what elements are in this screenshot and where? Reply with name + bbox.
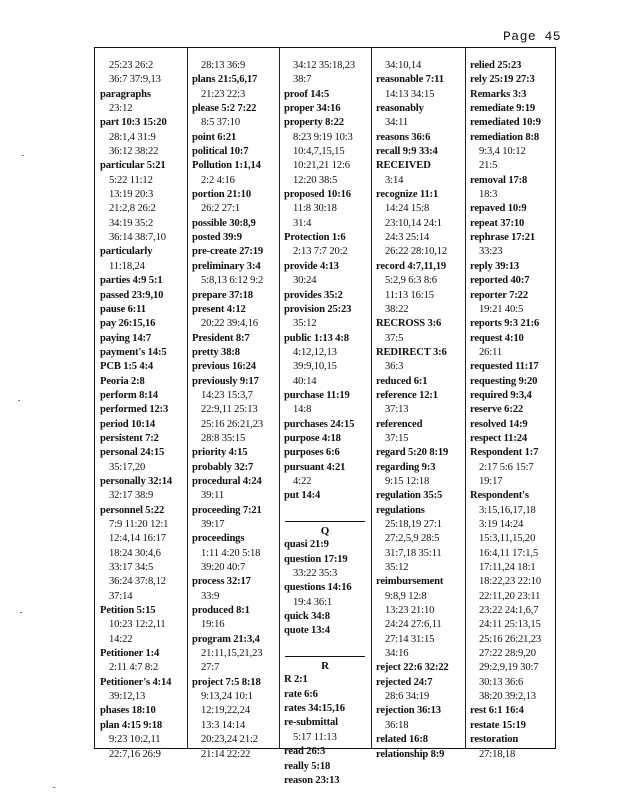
index-headword: previous 16:24 [192, 361, 256, 373]
index-headword: point 6:21 [192, 131, 237, 143]
index-locator-line: 36:14 38:7,10 [109, 232, 166, 244]
index-headword: REDIRECT 3:6 [376, 346, 447, 358]
index-headword: referenced [376, 418, 423, 430]
index-headword: personally 32:14 [100, 475, 173, 487]
index-locator-line: 8:5 37:10 [201, 117, 240, 129]
index-headword: passed 23:9,10 [100, 289, 164, 301]
index-headword: recall 9:9 33:4 [376, 146, 438, 158]
index-locator-line: 37:14 [109, 590, 133, 602]
index-locator-line: 5:17 11:13 [293, 731, 337, 743]
index-headword: Remarks 3:3 [470, 88, 527, 100]
index-headword: personnel 5:22 [100, 504, 165, 516]
index-headword: put 14:4 [284, 490, 321, 502]
index-headword: PCB 1:5 4:4 [100, 361, 154, 373]
index-headword: project 7:5 8:18 [192, 676, 261, 688]
index-column-2 [187, 59, 279, 760]
index-locator-line: 36:18 [385, 719, 409, 731]
index-locator-line: 28:1,4 31:9 [109, 131, 156, 143]
index-headword: restoration [470, 734, 519, 746]
index-locator-line: 2:13 7:7 20:2 [293, 246, 348, 258]
index-headword: relied 25:23 [470, 60, 522, 71]
index-locator-line: 37:13 [385, 404, 409, 416]
index-locator-line: 26:11 [479, 346, 502, 358]
index-headword: resolved 14:9 [470, 418, 528, 430]
index-locator-line: 34:16 [385, 648, 409, 660]
index-locator-line: 39:17 [201, 519, 225, 530]
index-headword: requested 11:17 [470, 361, 539, 373]
index-locator-line: 19:21 40:5 [479, 303, 524, 315]
index-headword: rejected 24:7 [376, 676, 433, 688]
index-locator-line: 16:4,11 17:1,5 [479, 547, 539, 559]
index-headword: rejection 36:13 [376, 705, 441, 717]
index-locator-line: 21:11,15,21,23 [201, 648, 263, 660]
index-headword: reports 9:3 21:6 [470, 318, 540, 330]
index-locator-line: 34:11 [385, 117, 408, 129]
index-column-4 [371, 59, 465, 760]
index-headword: purposes 6:6 [284, 447, 340, 459]
index-headword: provide 4:13 [284, 260, 339, 272]
index-locator-line: 13:3 14:14 [201, 719, 246, 731]
index-locator-line: 23:12 [109, 103, 133, 115]
scan-speck [20, 612, 22, 613]
index-headword: rely 25:19 27:3 [470, 74, 535, 86]
index-headword: question 17:19 [284, 553, 348, 565]
index-headword: present 4:12 [192, 303, 246, 315]
index-headword: rates 34:15,16 [284, 703, 345, 715]
index-locator-line: 24:3 25:14 [385, 232, 430, 244]
index-locator-line: 24:24 27:6,11 [385, 619, 442, 631]
index-locator-line: 17:11,24 18:1 [479, 562, 536, 574]
index-headword: record 4:7,11,19 [376, 260, 447, 272]
index-headword: Respondent 1:7 [470, 447, 539, 459]
index-headword: regarding 9:3 [376, 461, 436, 473]
index-headword: posted 39:9 [192, 232, 242, 244]
index-locator-line: 40:14 [293, 375, 317, 387]
index-headword: quasi 21:9 [284, 539, 329, 551]
index-locator-line: 38:20 39:2,13 [479, 691, 536, 703]
index-locator-line: 22:7,16 26:9 [109, 748, 161, 760]
index-headword: particular 5:21 [100, 160, 166, 172]
index-headword: pause 6:11 [100, 303, 146, 315]
index-headword: rest 6:1 16:4 [470, 705, 524, 717]
index-headword: reported 40:7 [470, 275, 530, 287]
index-column-1 [95, 59, 187, 760]
index-locator-line: 31:4 [293, 217, 312, 229]
index-locator-line: 1:11 4:20 5:18 [201, 547, 261, 559]
index-locator-line: 27:18,18 [479, 748, 516, 760]
index-headword: reasonable 7:11 [376, 74, 444, 86]
index-locator-line: 35:17,20 [109, 461, 146, 473]
index-locator-line: 9:13,24 10:1 [201, 691, 253, 703]
index-headword: quote 13:4 [284, 625, 330, 637]
index-locator-line: 21:5 [479, 160, 498, 172]
index-locator-line: 22:11,20 23:11 [479, 590, 541, 602]
index-locator-line: 8:23 9:19 10:3 [293, 131, 353, 143]
index-headword: RECROSS 3:6 [376, 318, 442, 330]
index-locator-line: 31:7,18 35:11 [385, 547, 442, 559]
index-locator-line: 39:12,13 [109, 691, 146, 703]
index-headword: portion 21:10 [192, 189, 251, 201]
index-locator-line: 26:22 28:10,12 [385, 246, 448, 258]
index-locator-line: 10:4,7,15,15 [293, 146, 345, 158]
index-locator-line: 39:20 40:7 [201, 562, 246, 574]
index-locator-line: 12:19,22,24 [201, 705, 250, 717]
index-locator-line: 21:23 22:3 [201, 88, 246, 100]
index-headword: Pollution 1:1,14 [192, 160, 261, 172]
index-headword: quick 34:8 [284, 611, 330, 623]
index-locator-line: 34:12 35:18,23 [293, 60, 356, 71]
index-headword: please 5:2 7:22 [192, 103, 257, 115]
index-locator-line: 33:9 [201, 590, 220, 602]
index-headword: reason 23:13 [284, 774, 340, 786]
index-headword: pretty 38:8 [192, 346, 240, 358]
index-headword: purpose 4:18 [284, 432, 341, 444]
index-locator-line: 2:11 4:7 8:2 [109, 662, 159, 674]
index-headword: property 8:22 [284, 117, 344, 129]
index-locator-line: 36:3 [385, 361, 404, 373]
index-locator-line: 9:23 10:2,11 [109, 734, 161, 746]
index-locator-line: 36:12 38:22 [109, 146, 159, 158]
index-headword: probably 32:7 [192, 461, 254, 473]
index-locator-line: 11:8 30:18 [293, 203, 337, 215]
index-headword: personal 24:15 [100, 447, 165, 459]
index-locator-line: 32:17 38:9 [109, 490, 154, 502]
index-headword: regulation 35:5 [376, 490, 443, 502]
index-locator-line: 9:3,4 10:12 [479, 146, 526, 158]
index-locator-line: 20:23,24 21:2 [201, 734, 258, 746]
index-locator-line: 21:14 22:22 [201, 748, 251, 760]
index-locator-line: 18:22,23 22:10 [479, 576, 542, 588]
index-headword: part 10:3 15:20 [100, 117, 167, 129]
index-locator-line: 26:2 27:1 [201, 203, 240, 215]
index-headword: public 1:13 4:8 [284, 332, 349, 344]
index-locator-line: 18:24 30:4,6 [109, 547, 161, 559]
index-headword: re-submittal [284, 717, 338, 729]
index-locator-line: 14:8 [293, 404, 312, 416]
index-headword: period 10:14 [100, 418, 155, 430]
index-headword: pre-create 27:19 [192, 246, 264, 258]
index-headword: R 2:1 [284, 674, 308, 686]
index-locator-line: 14:13 34:15 [385, 88, 435, 100]
index-locator-line: 36:7 37:9,13 [109, 74, 161, 86]
index-locator-line: 22:9,11 25:13 [201, 404, 258, 416]
index-headword: purchases 24:15 [284, 418, 355, 430]
index-locator-line: 27:2,5,9 28:5 [385, 533, 440, 545]
index-locator-line: 29:2,9,19 30:7 [479, 662, 539, 674]
index-headword: proposed 10:16 [284, 189, 351, 201]
index-locator-line: 19:17 [479, 475, 503, 487]
index-locator-line: 20:22 39:4,16 [201, 318, 258, 330]
index-locator-line: 5:2,9 6:3 8:6 [385, 275, 437, 287]
index-headword: remediation 8:8 [470, 131, 540, 143]
index-locator-line: 37:5 [385, 332, 404, 344]
index-locator-line: 34:10,14 [385, 60, 422, 71]
index-locator-line: 13:23 21:10 [385, 605, 435, 617]
index-headword: political 10:7 [192, 146, 249, 158]
section-rule [285, 521, 365, 522]
index-locator-line: 27:7 [201, 662, 220, 674]
index-locator-line: 3:19 14:24 [479, 519, 524, 530]
index-headword: questions 14:16 [284, 582, 352, 594]
index-locator-line: 19:16 [201, 619, 225, 631]
index-locator-line: 30:24 [293, 275, 317, 287]
index-locator-line: 33:23 [479, 246, 503, 258]
index-headword: reimbursement [376, 576, 444, 588]
index-headword: reserve 6:22 [470, 404, 524, 416]
index-headword: remediated 10:9 [470, 117, 541, 129]
scan-speck [53, 787, 55, 788]
index-locator-line: 9:8,9 12:8 [385, 590, 427, 602]
index-headword: parties 4:9 5:1 [100, 275, 163, 287]
index-headword: respect 11:24 [470, 432, 527, 444]
index-locator-line: 14:22 [109, 633, 133, 645]
index-headword: paragraphs [100, 88, 151, 100]
index-locator-line: 25:16 26:21,23 [479, 633, 542, 645]
index-headword: proceeding 7:21 [192, 504, 262, 516]
index-headword: priority 4:15 [192, 447, 248, 459]
index-locator-line: 33:17 34:5 [109, 562, 154, 574]
index-headword: procedural 4:24 [192, 475, 262, 487]
index-headword: President 8:7 [192, 332, 250, 344]
index-headword: paying 14:7 [100, 332, 152, 344]
index-locator-line: 13:19 20:3 [109, 189, 154, 201]
index-headword: Petitioner 1:4 [100, 648, 160, 660]
index-locator-line: 36:24 37:8,12 [109, 576, 166, 588]
index-headword: payment's 14:5 [100, 346, 167, 358]
index-headword: recognize 11:1 [376, 189, 439, 201]
index-headword: perform 8:14 [100, 389, 158, 401]
index-locator-line: 34:19 35:2 [109, 217, 154, 229]
index-locator-line: 9:15 12:18 [385, 475, 430, 487]
index-headword: repaved 10:9 [470, 203, 527, 215]
index-headword: purchase 11:19 [284, 389, 350, 401]
page-number: Page 45 [503, 29, 562, 44]
index-headword: process 32:17 [192, 576, 251, 588]
index-headword: program 21:3,4 [192, 633, 260, 645]
blank-line [279, 639, 371, 653]
index-headword: persistent 7:2 [100, 432, 159, 444]
index-headword: requesting 9:20 [470, 375, 538, 387]
index-locator-line: 38:7 [293, 74, 312, 86]
index-headword: reasonably [376, 103, 424, 115]
blank-line [279, 504, 371, 518]
index-headword: Peoria 2:8 [100, 375, 145, 387]
index-headword: reject 22:6 32:22 [376, 662, 449, 674]
index-locator-line: 25:16 26:21,23 [201, 418, 264, 430]
index-locator-line: 10:21,21 12:6 [293, 160, 350, 172]
index-headword: relationship 8:9 [376, 748, 445, 760]
index-headword: request 4:10 [470, 332, 524, 344]
index-headword: produced 8:1 [192, 605, 250, 617]
index-headword: reply 39:13 [470, 260, 520, 272]
index-locator-line: 15:3,11,15,20 [479, 533, 536, 545]
section-letter: Q [320, 525, 330, 537]
index-locator-line: 11:13 16:15 [385, 289, 434, 301]
index-headword: required 9:3,4 [470, 389, 532, 401]
index-headword: prepare 37:18 [192, 289, 253, 301]
index-locator-line: 12:20 38:5 [293, 174, 338, 186]
index-headword: possible 30:8,9 [192, 217, 256, 229]
index-headword: reasons 36:6 [376, 131, 431, 143]
index-headword: pursuant 4:21 [284, 461, 346, 473]
index-column-3 [279, 59, 371, 786]
index-locator-line: 4:22 [293, 475, 312, 487]
index-locator-line: 39:11 [201, 490, 224, 502]
index-headword: regulations [376, 504, 425, 516]
index-locator-line: 10:23 12:2,11 [109, 619, 166, 631]
index-locator-line: 11:18,24 [109, 260, 145, 272]
scan-speck [18, 400, 20, 401]
index-headword: proceedings [192, 533, 245, 545]
index-locator-line: 2:17 5:6 15:7 [479, 461, 534, 473]
index-headword: rephrase 17:21 [470, 232, 536, 244]
index-locator-line: 24:11 25:13,15 [479, 619, 541, 631]
index-headword: preliminary 3:4 [192, 260, 261, 272]
index-frame [94, 47, 556, 786]
index-locator-line: 27:22 28:9,20 [479, 648, 536, 660]
index-column-5 [465, 59, 557, 760]
index-headword: Petition 5:15 [100, 605, 156, 617]
index-locator-line: 2:2 4:16 [201, 174, 235, 186]
index-locator-line: 25:18,19 27:1 [385, 519, 442, 530]
index-locator-line: 3:15,16,17,18 [479, 504, 536, 516]
index-headword: read 26:3 [284, 746, 326, 758]
index-locator-line: 5:8,13 6:12 9:2 [201, 275, 264, 287]
index-headword: related 16:8 [376, 734, 428, 746]
index-locator-line: 21:2,8 26:2 [109, 203, 156, 215]
index-headword: plans 21:5,6,17 [192, 74, 258, 86]
index-locator-line: 3:14 [385, 174, 404, 186]
index-locator-line: 38:22 [385, 303, 409, 315]
index-locator-line: 12:4,14 16:17 [109, 533, 166, 545]
index-locator-line: 14:23 15:3,7 [201, 389, 253, 401]
index-locator-line: 28:8 35:15 [201, 432, 246, 444]
index-headword: plan 4:15 9:18 [100, 719, 163, 731]
section-letter: R [321, 660, 329, 673]
index-locator-line: 4:12,12,13 [293, 346, 337, 358]
index-headword: really 5:18 [284, 760, 331, 772]
index-headword: RECEIVED [376, 160, 431, 172]
index-locator-line: 25:23 26:2 [109, 60, 154, 71]
index-headword: repeat 37:10 [470, 217, 525, 229]
index-locator-line: 23:22 24:1,6,7 [479, 605, 539, 617]
index-headword: rate 6:6 [284, 688, 318, 700]
index-locator-line: 14:24 15:8 [385, 203, 430, 215]
index-locator-line: 19:4 36:1 [293, 596, 332, 608]
index-headword: previously 9:17 [192, 375, 259, 387]
index-headword: phases 18:10 [100, 705, 156, 717]
index-headword: proper 34:16 [284, 103, 341, 115]
index-locator-line: 23:10,14 24:1 [385, 217, 442, 229]
index-headword: provides 35:2 [284, 289, 343, 301]
index-locator-line: 35:12 [385, 562, 409, 574]
index-locator-line: 33:22 35:3 [293, 568, 338, 580]
scan-speck [22, 155, 24, 156]
index-headword: particularly [100, 246, 153, 258]
index-headword: removal 17:8 [470, 174, 528, 186]
index-headword: regard 5:20 8:19 [376, 447, 449, 459]
index-locator-line: 28:6 34:19 [385, 691, 430, 703]
index-headword: reference 12:1 [376, 389, 438, 401]
index-headword: reporter 7:22 [470, 289, 528, 301]
index-headword: restate 15:19 [470, 719, 526, 731]
index-headword: provision 25:23 [284, 303, 352, 315]
index-headword: remediate 9:19 [470, 103, 536, 115]
index-locator-line: 30:13 36:6 [479, 676, 524, 688]
index-locator-line: 35:12 [293, 318, 317, 330]
index-headword: Protection 1:6 [284, 232, 346, 244]
index-locator-line: 28:13 36:9 [201, 60, 246, 71]
index-locator-line: 37:15 [385, 432, 409, 444]
index-locator-line: 7:9 11:20 12:1 [109, 519, 169, 530]
index-locator-line: 18:3 [479, 189, 498, 201]
index-headword: reduced 6:1 [376, 375, 428, 387]
index-headword: Petitioner's 4:14 [100, 676, 172, 688]
index-headword: proof 14:5 [284, 88, 330, 100]
index-headword: performed 12:3 [100, 404, 169, 416]
index-locator-line: 5:22 11:12 [109, 174, 153, 186]
index-locator-line: 39:9,10,15 [293, 361, 337, 373]
index-locator-line: 27:14 31:15 [385, 633, 435, 645]
index-headword: pay 26:15,16 [100, 318, 156, 330]
index-headword: Respondent's [470, 490, 529, 502]
section-rule [285, 656, 365, 657]
